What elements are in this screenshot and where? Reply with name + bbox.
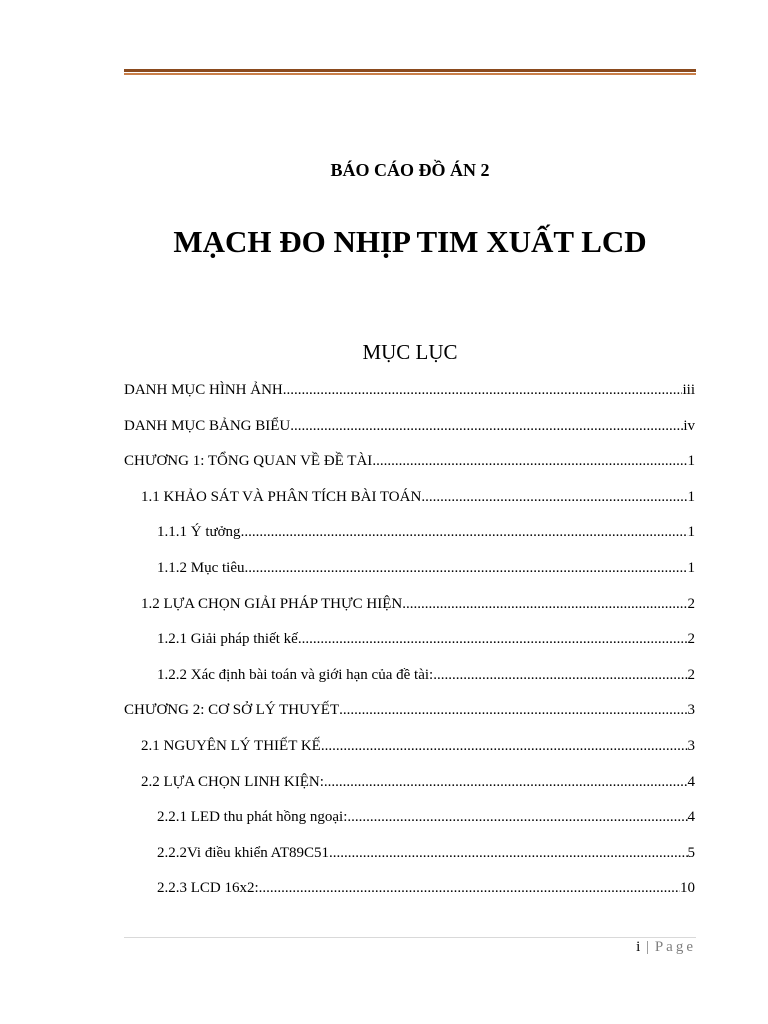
toc-entry-page: 3 bbox=[687, 702, 695, 719]
toc-entry[interactable] bbox=[124, 629, 695, 665]
toc-leader-dots bbox=[433, 665, 687, 685]
toc-entry-page: 1 bbox=[687, 453, 695, 470]
toc-entry-title: 2.1 NGUYÊN LÝ THIẾT KẾ bbox=[141, 737, 321, 754]
document-title: MẠCH ĐO NHỊP TIM XUẤT LCD bbox=[173, 224, 647, 259]
page-number: i bbox=[636, 939, 642, 955]
toc-leader-dots bbox=[283, 380, 683, 400]
toc-entry-title: 1.2 LỰA CHỌN GIẢI PHÁP THỰC HIỆN bbox=[141, 595, 403, 612]
toc-entry-title: 1.2.1 Giải pháp thiết kế bbox=[157, 631, 298, 648]
footer-rule bbox=[124, 937, 696, 938]
toc-leader-dots bbox=[298, 629, 688, 649]
toc-entry-title: CHƯƠNG 2: CƠ SỞ LÝ THUYẾT bbox=[124, 702, 340, 719]
toc-entry-page: 4 bbox=[687, 773, 695, 790]
toc-entry[interactable] bbox=[124, 487, 695, 523]
toc-leader-dots bbox=[245, 558, 688, 578]
toc-entry-page: 2 bbox=[687, 631, 695, 648]
toc-entry-page: 3 bbox=[687, 737, 695, 754]
toc-entry[interactable] bbox=[124, 380, 695, 416]
report-subtitle: BÁO CÁO ĐỒ ÁN 2 bbox=[330, 160, 490, 180]
page-footer bbox=[636, 939, 696, 956]
toc-entry[interactable] bbox=[124, 772, 695, 808]
toc-entry[interactable] bbox=[124, 451, 695, 487]
toc-entry[interactable] bbox=[124, 878, 695, 914]
toc-entry-page: 10 bbox=[680, 880, 695, 897]
footer-separator: | bbox=[646, 939, 651, 955]
toc-leader-dots bbox=[241, 522, 688, 542]
toc-entry-page: 1 bbox=[687, 524, 695, 541]
toc-entry-title: 2.2.2Vi điều khiển AT89C51 bbox=[157, 844, 330, 861]
toc-entry-title: 1.2.2 Xác định bài toán và giới hạn của đề tài: bbox=[157, 666, 434, 683]
toc-entry[interactable] bbox=[124, 594, 695, 630]
toc-entry-page: 1 bbox=[687, 488, 695, 505]
toc-entry-page: 5 bbox=[687, 844, 695, 861]
toc-leader-dots bbox=[290, 416, 683, 436]
toc-entry[interactable] bbox=[124, 558, 695, 594]
toc-leader-dots bbox=[339, 700, 687, 720]
page-label: Page bbox=[654, 939, 696, 955]
toc-entry-title: 1.1.2 Mục tiêu bbox=[157, 559, 245, 576]
toc-entry-title: CHƯƠNG 1: TỔNG QUAN VỀ ĐỀ TÀI bbox=[124, 453, 373, 470]
toc-entry[interactable] bbox=[124, 522, 695, 558]
toc-entry-page: iv bbox=[683, 417, 695, 434]
toc-entry-title: 1.1.1 Ý tưởng bbox=[157, 524, 241, 541]
toc-leader-dots bbox=[421, 487, 687, 507]
toc-entry[interactable] bbox=[124, 700, 695, 736]
toc-entry[interactable] bbox=[124, 807, 695, 843]
toc-leader-dots bbox=[321, 736, 688, 756]
toc-entry-page: 2 bbox=[687, 595, 695, 612]
toc-entry-title: 2.2 LỰA CHỌN LINH KIỆN: bbox=[141, 773, 324, 790]
toc-entry-title: 2.2.1 LED thu phát hồng ngoại: bbox=[157, 809, 348, 826]
toc-entry-page: iii bbox=[682, 382, 695, 398]
header-rule bbox=[124, 69, 696, 75]
table-of-contents bbox=[124, 380, 695, 914]
toc-entry-title: 1.1 KHẢO SÁT VÀ PHÂN TÍCH BÀI TOÁN bbox=[141, 488, 422, 505]
toc-entry[interactable] bbox=[124, 843, 695, 879]
toc-leader-dots bbox=[347, 807, 687, 827]
toc-entry-title: DANH MỤC BẢNG BIỂU bbox=[124, 417, 291, 434]
toc-entry-title: DANH MỤC HÌNH ẢNH bbox=[124, 382, 283, 398]
toc-leader-dots bbox=[372, 451, 687, 471]
toc-entry[interactable] bbox=[124, 736, 695, 772]
toc-leader-dots bbox=[402, 594, 687, 614]
toc-entry-page: 1 bbox=[687, 559, 695, 576]
toc-leader-dots bbox=[259, 878, 680, 898]
toc-entry-title: 2.2.3 LCD 16x2: bbox=[157, 880, 259, 897]
toc-entry-page: 2 bbox=[687, 666, 695, 683]
toc-leader-dots bbox=[329, 843, 687, 863]
toc-entry[interactable] bbox=[124, 665, 695, 701]
toc-leader-dots bbox=[324, 772, 688, 792]
toc-heading: MỤC LỤC bbox=[362, 340, 458, 364]
toc-entry-page: 4 bbox=[687, 809, 695, 826]
toc-entry[interactable] bbox=[124, 416, 695, 452]
